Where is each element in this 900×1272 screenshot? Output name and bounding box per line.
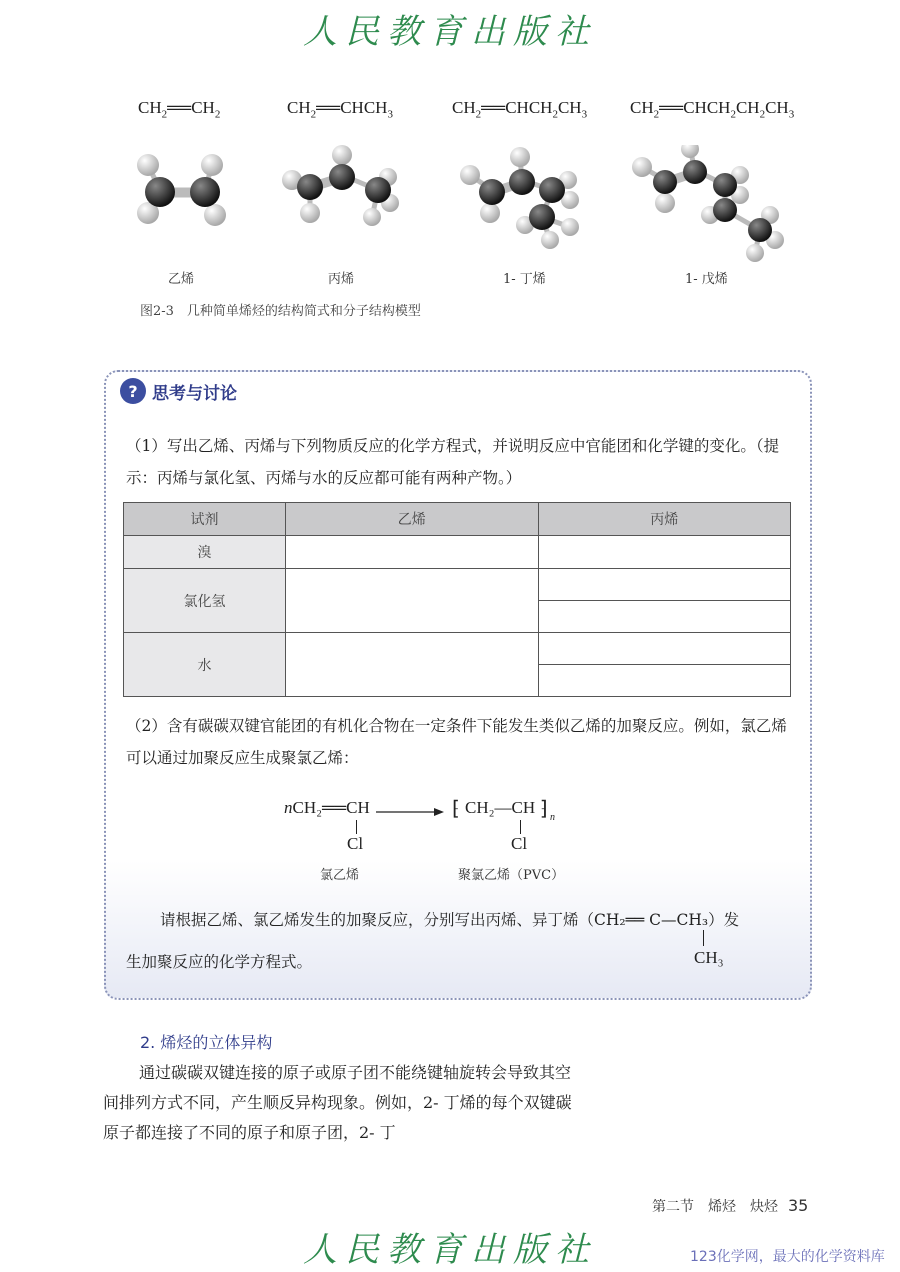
table-cell [286,536,539,569]
watermark: 123化学网，最大的化学资料库 [690,1249,885,1265]
table-cell [286,633,539,697]
table-cell [538,536,791,569]
publisher-logo-top: 人民教育出版社 [303,12,597,52]
formula-1-butene: $CH_2══CHCH_2CH_3$ [452,98,588,121]
table-header-propene: 丙烯 [538,503,791,536]
reaction-arrow [374,802,446,822]
publisher-logo-bottom: 人民教育出版社 [303,1230,597,1270]
section-body: 通过碳碳双键连接的原子或原子团不能绕键轴旋转会导致其空间排列方式不同，产生顺反异构现象。例如，2- 丁烯的每个双键碳原子都连接了不同的原子和原子团，2- 丁 [103,1063,572,1142]
label-1-pentene: 1- 戊烯 [685,272,728,287]
chloro-product: Cl [511,834,528,853]
footer-section: 第二节 烯烃 炔烃 [652,1199,778,1215]
equation-product: CH₂—CH [465,798,536,817]
table-header-reagent: 试剂 [124,503,286,536]
table-header-ethene: 乙烯 [286,503,539,536]
formula-1-pentene: $CH_2══CHCH_2CH_2CH_3$ [630,98,795,121]
table-row-label: 氯化氢 [124,569,286,633]
label-vinyl-chloride: 氯乙烯 [320,868,360,883]
bond-line [520,820,521,834]
think-box-title: 思考与讨论 [152,383,237,404]
polymer-n: n [550,812,555,823]
question-icon: ? [120,378,146,404]
chloro-reactant: Cl [347,834,364,853]
bracket-left: ⁅ [452,798,460,820]
label-pvc: 聚氯乙烯（PVC） [458,868,565,883]
section-title: 2. 烯烃的立体异构 [140,1033,273,1052]
reagent-table [123,502,791,697]
question-2: （2）含有碳碳双键官能团的有机化合物在一定条件下能发生类似乙烯的加聚反应。例如，氯乙烯可以通过加聚反应生成聚氯乙烯： [126,717,787,767]
question-3-line2: 生加聚反应的化学方程式。 [126,953,313,971]
page-footer [652,1196,808,1216]
label-propene: 丙烯 [328,272,355,287]
table-cell [538,665,791,697]
table-cell [538,601,791,633]
think-box-header [120,378,237,404]
table-row-label: 水 [124,633,286,697]
formula-ethene: $CH_2══CH_2$ [138,98,221,121]
table-cell [538,633,791,665]
equation-reactant: nCH₂══CH [284,798,370,817]
bond-line [703,930,704,946]
label-1-butene: 1- 丁烯 [503,272,546,287]
table-row-label: 溴 [124,536,286,569]
page-number: 35 [788,1196,809,1215]
isobutene-branch: CH₃ [694,948,724,967]
bracket-right: ⁆ [540,798,548,820]
bond-line [356,820,357,834]
question-3-line1: 请根据乙烯、氯乙烯发生的加聚反应，分别写出丙烯、异丁烯（CH₂══ C—CH₃）发 [160,911,740,929]
molecule-models-illustration [120,145,820,270]
question-1: （1）写出乙烯、丙烯与下列物质反应的化学方程式，并说明反应中官能团和化学键的变化。（提示：丙烯与氯化氢、丙烯与水的反应都可能有两种产物。） [126,437,780,487]
table-cell [286,569,539,633]
figure-caption: 图2-3 几种简单烯烃的结构简式和分子结构模型 [140,304,421,319]
table-cell [538,569,791,601]
formula-propene: $CH_2══CHCH_3$ [287,98,393,121]
label-ethene: 乙烯 [168,272,195,287]
